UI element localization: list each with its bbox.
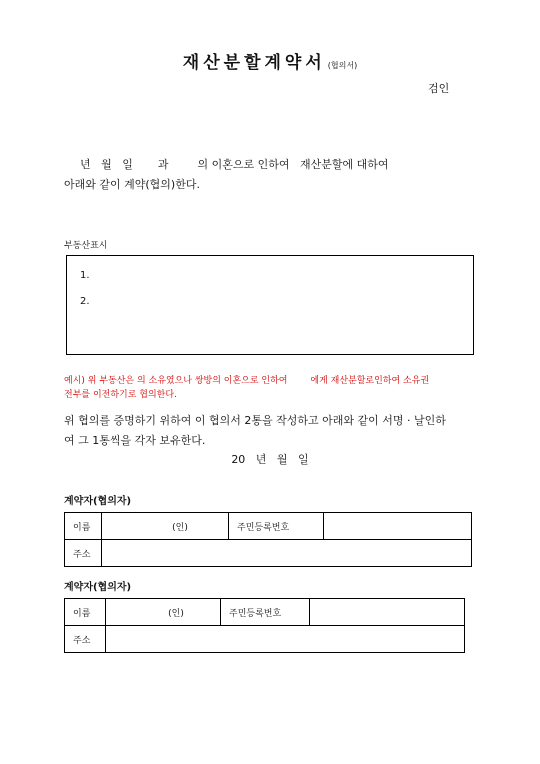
signing-date: 20 년 월 일 <box>231 453 309 466</box>
property-label: 부동산표시 <box>64 241 108 251</box>
address-label: 주소 <box>65 626 106 653</box>
intro-date: 년 월 일 <box>80 158 133 171</box>
title-subtitle: (협의서) <box>327 61 358 70</box>
document-title <box>0 48 540 73</box>
id-field[interactable] <box>324 513 472 540</box>
intro-rest: 의 이혼으로 인하여 재산분할에 대하여 <box>197 158 389 171</box>
name-field[interactable] <box>102 513 229 540</box>
address-field[interactable] <box>102 540 472 567</box>
example-note <box>64 374 484 402</box>
intro-and: 과 <box>157 158 169 171</box>
name-label: 이름 <box>65 513 102 540</box>
property-item: 1. <box>80 270 90 281</box>
proof-line-1: 위 협의를 증명하기 위하여 이 협의서 2통을 작성하고 아래와 같이 서명 · 날인하 <box>64 414 446 427</box>
seal-mark: (인) <box>172 522 188 533</box>
property-item: 2. <box>80 296 90 307</box>
example-line-1: 예시) 위 부동산은 의 소유였으나 쌍방의 이혼으로 인하여 에게 재산분할로인하여 소유권 <box>64 376 430 386</box>
id-label: 주민등록번호 <box>221 599 310 626</box>
proof-paragraph <box>64 411 484 451</box>
party-heading: 계약자(협의자) <box>64 582 132 593</box>
seal-mark: (인) <box>168 608 184 619</box>
party-table <box>64 512 472 567</box>
id-label: 주민등록번호 <box>229 513 324 540</box>
party-heading: 계약자(협의자) <box>64 496 132 507</box>
intro-line-1 <box>80 155 389 175</box>
seal-label: 검인 <box>428 82 450 95</box>
name-field[interactable] <box>106 599 221 626</box>
party-table <box>64 598 465 653</box>
intro-line-2: 아래와 같이 계약(협의)한다. <box>64 178 200 191</box>
id-field[interactable] <box>310 599 465 626</box>
proof-line-2: 여 그 1통씩을 각자 보유한다. <box>64 434 206 447</box>
address-label: 주소 <box>65 540 102 567</box>
name-label: 이름 <box>65 599 106 626</box>
property-box[interactable] <box>66 255 474 355</box>
title-text: 재산분할계약서 <box>182 53 326 73</box>
example-line-2: 전부를 이전하기로 협의한다. <box>64 390 177 400</box>
address-field[interactable] <box>106 626 465 653</box>
